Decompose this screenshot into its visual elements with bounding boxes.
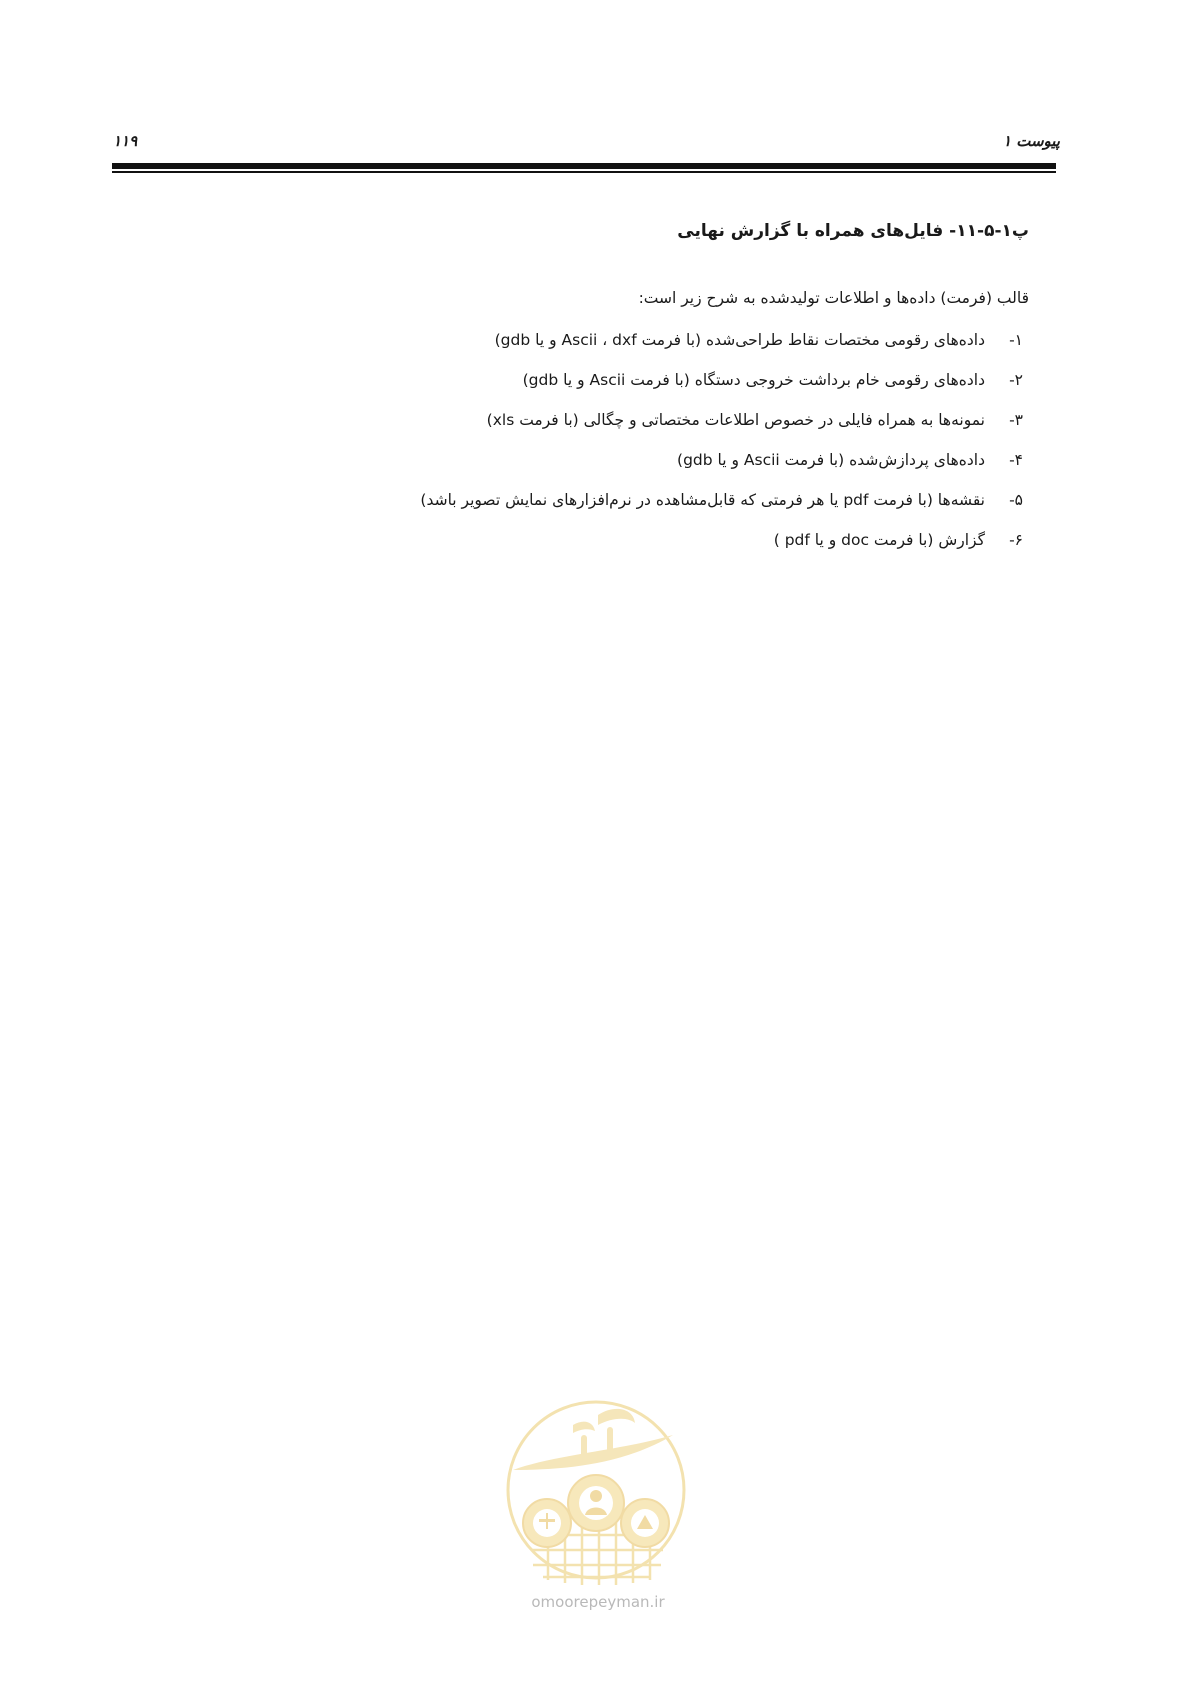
list-item xyxy=(420,450,1029,490)
section-heading: پ۱-۵-۱۱- فایل‌های همراه با گزارش نهایی xyxy=(677,221,1029,241)
list-item-text: داده‌های رقومی مختصات نقاط طراحی‌شده (با فرمت Ascii ، dxf و یا gdb) xyxy=(494,331,985,349)
list-item xyxy=(420,490,1029,530)
header-rule-thin xyxy=(112,171,1056,173)
list-item-number: ۲- xyxy=(1009,371,1023,389)
watermark-logo xyxy=(503,1395,689,1590)
file-format-list xyxy=(420,330,1029,570)
list-item-number: ۴- xyxy=(1009,451,1023,469)
list-item xyxy=(420,330,1029,370)
list-item xyxy=(420,410,1029,450)
list-item-text: نقشه‌ها (با فرمت pdf یا هر فرمتی که قابل‌مشاهده در نرم‌افزارهای نمایش تصویر باشد) xyxy=(420,491,985,509)
list-item xyxy=(420,370,1029,410)
list-item-text: داده‌های رقومی خام برداشت خروجی دستگاه (با فرمت Ascii و یا gdb) xyxy=(522,371,985,389)
intro-paragraph: قالب (فرمت) داده‌ها و اطلاعات تولیدشده به شرح زیر است: xyxy=(638,289,1029,307)
watermark-site-url: omoorepeyman.ir xyxy=(531,1593,665,1611)
running-header-title: پیوست ۱ xyxy=(1002,132,1060,150)
list-item-number: ۳- xyxy=(1009,411,1023,429)
list-item xyxy=(420,530,1029,570)
list-item-text: داده‌های پردازش‌شده (با فرمت Ascii و یا gdb) xyxy=(677,451,985,469)
list-item-text: نمونه‌ها به همراه فایلی در خصوص اطلاعات مختصاتی و چگالی (با فرمت xls) xyxy=(486,411,985,429)
page-number: ۱۱۹ xyxy=(113,132,138,150)
list-item-number: ۶- xyxy=(1009,531,1023,549)
list-item-text: گزارش (با فرمت doc و یا pdf ) xyxy=(773,531,985,549)
header-rule-thick xyxy=(112,163,1056,169)
list-item-number: ۵- xyxy=(1009,491,1023,509)
list-item-number: ۱- xyxy=(1009,331,1023,349)
